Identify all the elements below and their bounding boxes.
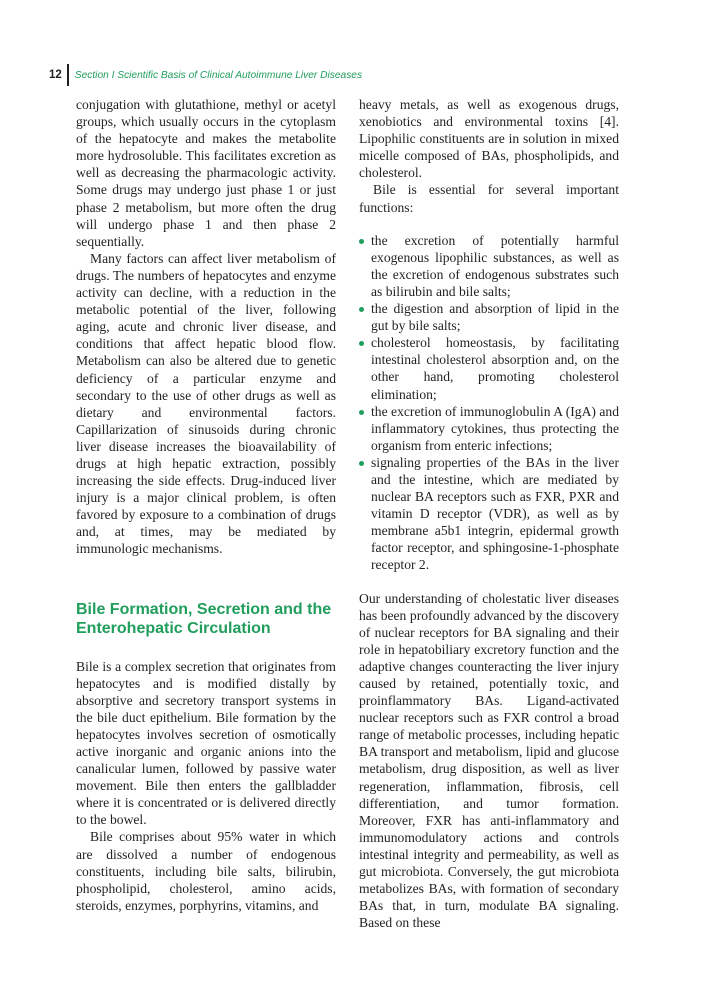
bullet-dot-icon — [359, 461, 364, 466]
list-item-text: cholesterol homeostasis, by facilitating intestinal cholesterol absorption and, on the other hand, promoting cholesterol elimination; — [371, 335, 619, 402]
bile-functions-list — [359, 232, 619, 574]
list-item-text: the excretion of immunoglobulin A (IgA) and inflammatory cytokines, thus protecting the organism from enteric infections; — [371, 403, 619, 453]
page-number: 12 — [49, 69, 62, 81]
paragraph-drug-conjugation: conjugation with glutathione, methyl or acetyl groups, which usually occurs in the cytoplasm of the hepatocyte and makes the metabolite more hydrosoluble. This facilitates excretion as well as decreasing the pharmacologic activity. Some drugs may undergo just phase 1 or just phase 2 metabolism, but more often the drug will undergo phase 1 and then phase 2 sequentially. — [76, 97, 336, 249]
right-column — [359, 96, 619, 931]
paragraph-bile-secretion: Bile is a complex secretion that originates from hepatocytes and is modified distally by absorptive and secretory transport systems in the bile duct epithelium. Bile formation by the hepatocytes involves secretion of osmotically active inorganic and organic anions into the canalicular lumen, followed by passive water movement. Bile then enters the gallbladder where it is concentrated or is delivered directly to the bowel. — [76, 658, 336, 828]
section-heading-bile-formation: Bile Formation, Secretion and the Enterohepatic Circulation — [76, 600, 332, 637]
list-item — [359, 232, 619, 300]
running-head — [49, 66, 362, 84]
bullet-dot-icon — [359, 410, 364, 415]
bullet-dot-icon — [359, 307, 364, 312]
bullet-dot-icon — [359, 341, 364, 346]
section-label: Section I Scientific Basis of Clinical Autoimmune Liver Diseases — [74, 69, 363, 81]
paragraph-nuclear-receptors: Our understanding of cholestatic liver diseases has been profoundly advanced by the discovery of nuclear receptors for BA signaling and their role in hepatobiliary excretory function and the adaptive changes counteracting the liver injury caused by retained, potentially toxic, and proinflammatory BAs. Ligand-activated nuclear receptors such as FXR control a broad range of metabolic processes, including hepatic BA transport and metabolism, lipid and glucose metabolism, drug disposition, as well as liver regeneration, inflammation, fibrosis, cell differentiation, and tumor formation. Moreover, FXR has anti-inflammatory and immunomodulatory actions and controls intestinal integrity and permeability, as well as gut microbiota. Conversely, the gut microbiota metabolizes BAs, with formation of secondary BAs that, in turn, modulate BA signaling. Based on these — [359, 590, 619, 931]
list-item — [359, 403, 619, 454]
bullet-dot-icon — [359, 239, 364, 244]
list-item-text: signaling properties of the BAs in the liver and the intestine, which are mediated by nuclear BA receptors such as FXR, PXR and vitamin D receptor (VDR), as well as by membrane a5b1 integrin, epidermal growth factor receptor, and sphingosine-1-phosphate receptor 2. — [371, 454, 619, 573]
list-item-text: the digestion and absorption of lipid in the gut by bile salts; — [371, 301, 619, 334]
header-divider — [67, 64, 69, 86]
list-item — [359, 454, 619, 574]
list-item — [359, 300, 619, 334]
paragraph-bile-constituents: heavy metals, as well as exogenous drugs, xenobiotics and environmental toxins [4]. Lipophilic constituents are in solution in mixed micelle composed of BAs, phospholipids, and cholesterol. — [359, 97, 619, 181]
left-column — [76, 96, 336, 914]
paragraph-bile-composition: Bile comprises about 95% water in which are dissolved a number of endogenous constituents, including bile salts, bilirubin, phospholipid, cholesterol, amino acids, steroids, enzymes, porphyrins, vitamins, and — [76, 829, 336, 913]
paragraph-bile-functions-intro: Bile is essential for several important functions: — [359, 182, 619, 215]
list-item-text: the excretion of potentially harmful exogenous lipophilic substances, as well as the excretion of endogenous substrates such as bilirubin and bile salts; — [371, 232, 619, 299]
list-item — [359, 334, 619, 402]
paragraph-drug-metabolism-factors: Many factors can affect liver metabolism of drugs. The numbers of hepatocytes and enzyme activity can decline, with a reduction in the metabolic potential of the liver, following aging, acute and chronic liver disease, and conditions that affect hepatic blood flow. Metabolism can also be altered due to genetic deficiency of a particular enzyme and secondary to the use of other drugs as well as dietary and environmental factors. Capillarization of sinusoids during chronic liver disease increases the bioavailability of drugs at high hepatic extraction, possibly increasing the side effects. Drug-induced liver injury is a major clinical problem, is often favored by exposure to a combination of drugs and, at times, may be mediated by immunologic mechanisms. — [76, 250, 336, 557]
